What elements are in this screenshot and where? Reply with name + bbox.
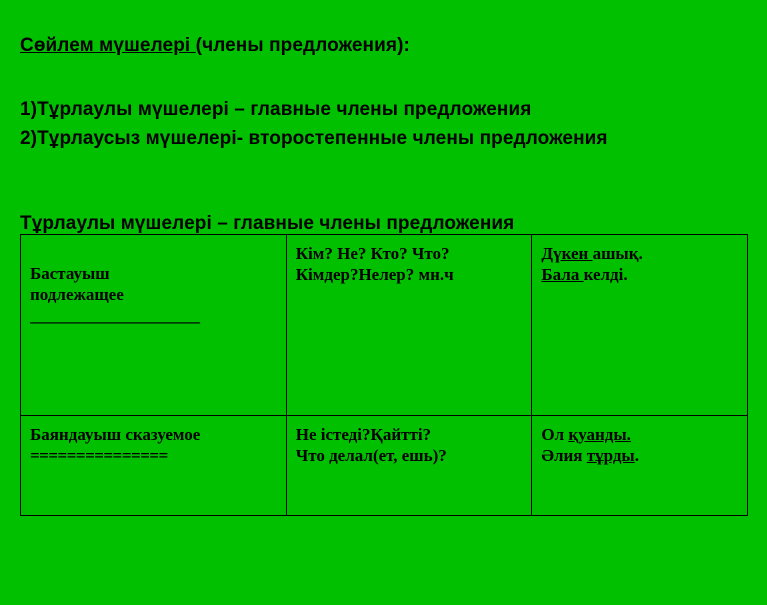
cell-examples-subject — [532, 235, 748, 416]
cell-questions-subject — [286, 235, 532, 416]
questions-line-2: Кімдер?Нелер? мн.ч — [295, 265, 454, 284]
questions-line-1: Кім? Не? Кто? Что? — [295, 244, 450, 263]
example-2-rest: келді. — [583, 265, 628, 284]
example-3-predicate: қуанды. — [568, 424, 631, 444]
term-label-predicate: Баяндауыш сказуемое — [30, 424, 201, 444]
questions-line-2: Что делал(ет, ешь)? — [295, 445, 447, 465]
example-4-end: . — [634, 445, 639, 465]
example-3 — [541, 424, 738, 445]
example-1-subject: Дүкен — [541, 244, 593, 263]
sentence-members-table — [20, 234, 748, 516]
example-3-plain: Ол — [541, 424, 569, 444]
example-4-predicate: тұрды — [586, 445, 635, 465]
table-row-subject — [21, 235, 748, 416]
example-4 — [541, 445, 738, 466]
list-item-1: 1)Тұрлаулы мүшелері – главные члены предложения — [20, 99, 532, 120]
example-1-rest: ашық. — [592, 244, 643, 263]
cell-term-predicate — [21, 415, 287, 515]
term-label-kz: Бастауыш — [30, 264, 110, 283]
questions-line-1: Не істеді?Қайтті? — [295, 424, 432, 444]
example-2-subject: Бала — [541, 265, 584, 284]
example-4-plain: Әлия — [541, 445, 587, 465]
example-2 — [541, 264, 738, 285]
title-underlined-part: Сөйлем мүшелері — [20, 35, 196, 56]
title-rest: (члены предложения): — [195, 35, 410, 56]
cell-term-subject — [21, 235, 287, 416]
table-row-predicate — [21, 415, 748, 515]
cell-questions-predicate — [286, 415, 532, 515]
predicate-double-line-mark: =============== — [30, 445, 168, 465]
list-item-2: 2)Тұрлаусыз мүшелері- второстепенные члены предложения — [20, 128, 608, 149]
example-1 — [541, 243, 738, 264]
subject-underline-mark: ____________________ — [30, 306, 200, 325]
term-label-ru: подлежащее — [30, 285, 124, 304]
section-subtitle: Тұрлаулы мүшелері – главные члены предложения — [20, 213, 515, 234]
cell-examples-predicate — [532, 415, 748, 515]
page-title — [20, 35, 410, 57]
